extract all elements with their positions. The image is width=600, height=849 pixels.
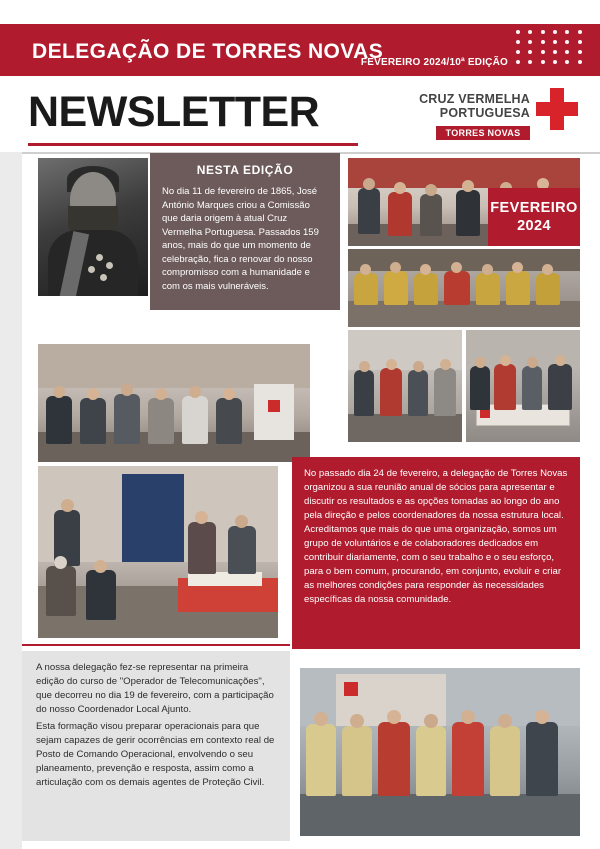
edition-label: FEVEREIRO 2024/10ª EDIÇÃO: [360, 57, 508, 68]
nesta-edicao-title: NESTA EDIÇÃO: [196, 163, 294, 177]
meeting-tables-photo: [38, 466, 278, 638]
left-gray-band: [0, 152, 22, 849]
telecom-paragraph-2: Esta formação visou preparar operacionais para que sejam capazes de gerir ocorrências em contexto real de Posto de Comando Operacional, envolvendo o seu planeamento, prevenção e resposta, assim como a articulação com os demais agentes de Proteção Civil.: [36, 721, 275, 788]
annual-meeting-text-panel: No passado dia 24 de fevereiro, a delegação de Torres Novas organizou a sua reunião anual de sócios para apresentar e discutir os resultados e as opções tomadas ao longo do ano pela direção e pelos coordenadores da nossa estrutura local. Acreditamos que mais do que uma organização, somos um grupo de voluntários e de colaboradores dedicados em contribuir diariamente, com o seu trabalho e o seu esforço, para o bem comum, procurando, em conjunto, evoluir e criar as melhores condições para responder às necessidades específicas da nossa comunidade.: [292, 457, 580, 649]
nesta-edicao-panel: [150, 153, 340, 310]
team-banner-photo: [466, 330, 580, 442]
telecom-paragraph-1: A nossa delegação fez-se representar na primeira edição do curso de "Operador de Telecomunicações", que decorreu no dia 19 de fevereiro, com a participação do nosso Coordenador Local Ajunto.: [36, 662, 274, 715]
page-title: DELEGAÇÃO DE TORRES NOVAS: [32, 40, 384, 63]
title-divider: [28, 143, 358, 146]
month-badge: [488, 188, 580, 246]
logo: [418, 88, 578, 140]
jose-antonio-marques-portrait: [38, 158, 148, 296]
logo-subtitle: TORRES NOVAS: [436, 126, 530, 140]
telecom-course-group-photo: [300, 668, 580, 836]
red-cross-icon: [536, 88, 578, 130]
bottom-divider: [22, 644, 290, 646]
month-badge-year: 2024: [517, 218, 551, 234]
logo-text: [418, 92, 530, 120]
volunteers-group-bags-photo: [348, 249, 580, 327]
telecom-course-text-panel: [22, 651, 290, 841]
logo-line-2: PORTUGUESA: [439, 106, 530, 120]
month-badge-month: FEVEREIRO: [490, 200, 578, 216]
nesta-edicao-text: No dia 11 de fevereiro de 1865, José António Marques criou a Comissão que daria origem à atual Cruz Vermelha Portuguesa. Passados 159 anos, mais do que um momento de celebração, fica o renovar do nosso compromisso com a humanidade e com os mais vulneráveis.: [162, 186, 319, 292]
dot-pattern-decoration: [516, 30, 588, 68]
logo-line-1: CRUZ VERMELHA: [419, 92, 530, 106]
newsletter-heading: NEWSLETTER: [28, 88, 320, 136]
team-indoor-photo: [348, 330, 462, 442]
annual-meeting-seated-photo: [38, 344, 310, 462]
